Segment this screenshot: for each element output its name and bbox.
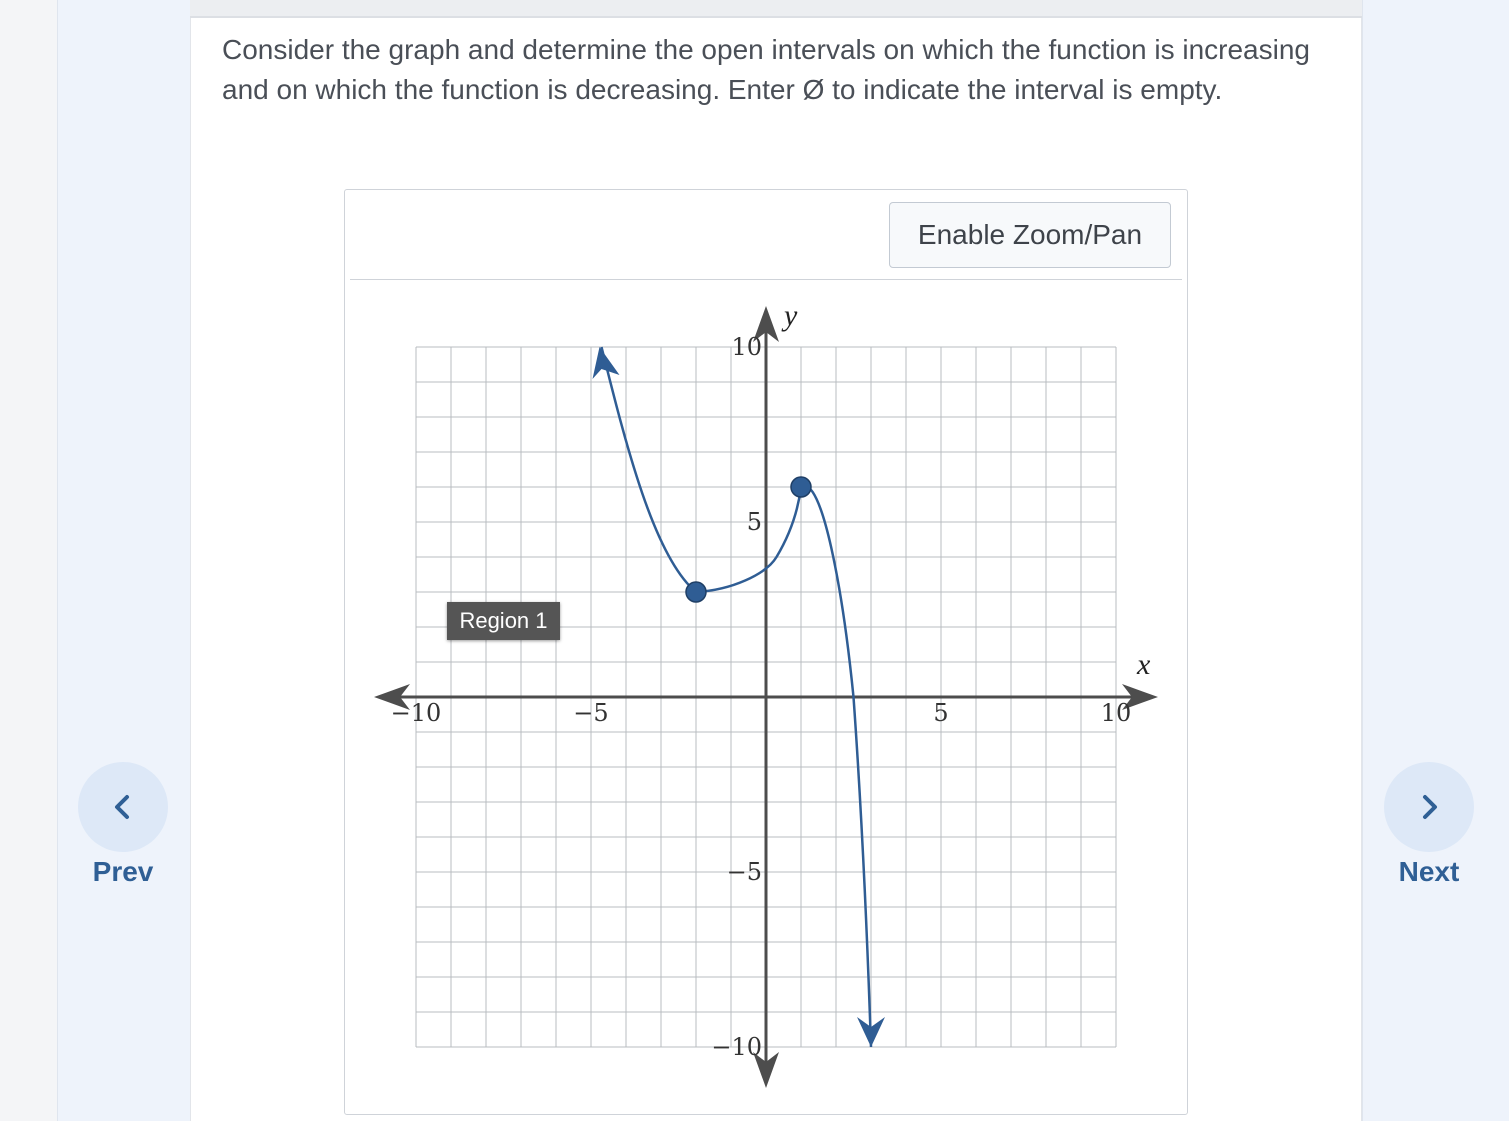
y-tick-label-neg10: −10 — [711, 1033, 762, 1061]
local-minimum-point[interactable] — [686, 582, 706, 602]
x-tick-label-5: 5 — [933, 699, 949, 727]
y-tick-label-10: 10 — [731, 333, 762, 361]
curve-start-arrowhead — [593, 347, 620, 379]
x-tick-label-neg10: −10 — [390, 699, 442, 727]
y-tick-label-neg5: −5 — [726, 858, 762, 886]
x-axis-label: x — [1137, 648, 1151, 681]
region-label: Region 1 — [447, 602, 560, 640]
chevron-left-icon — [108, 792, 138, 822]
x-tick-label-10: 10 — [1100, 699, 1132, 727]
question-text: Consider the graph and determine the open intervals on which the function is increasing and on which the function is decreasing. Enter Ø to indicate the interval is empty. — [222, 34, 1310, 105]
local-maximum-point[interactable] — [791, 477, 811, 497]
prev-button[interactable] — [78, 762, 168, 852]
next-label[interactable]: Next — [1398, 856, 1460, 887]
y-tick-label-5: 5 — [746, 508, 762, 536]
x-tick-label-neg5: −5 — [573, 699, 609, 727]
prev-label[interactable]: Prev — [92, 856, 154, 887]
chevron-right-icon — [1414, 792, 1444, 822]
next-button[interactable] — [1384, 762, 1474, 852]
axes — [374, 306, 1158, 1088]
enable-zoom-pan-button[interactable]: Enable Zoom/Pan — [889, 202, 1171, 268]
y-axis-label: y — [784, 299, 798, 332]
